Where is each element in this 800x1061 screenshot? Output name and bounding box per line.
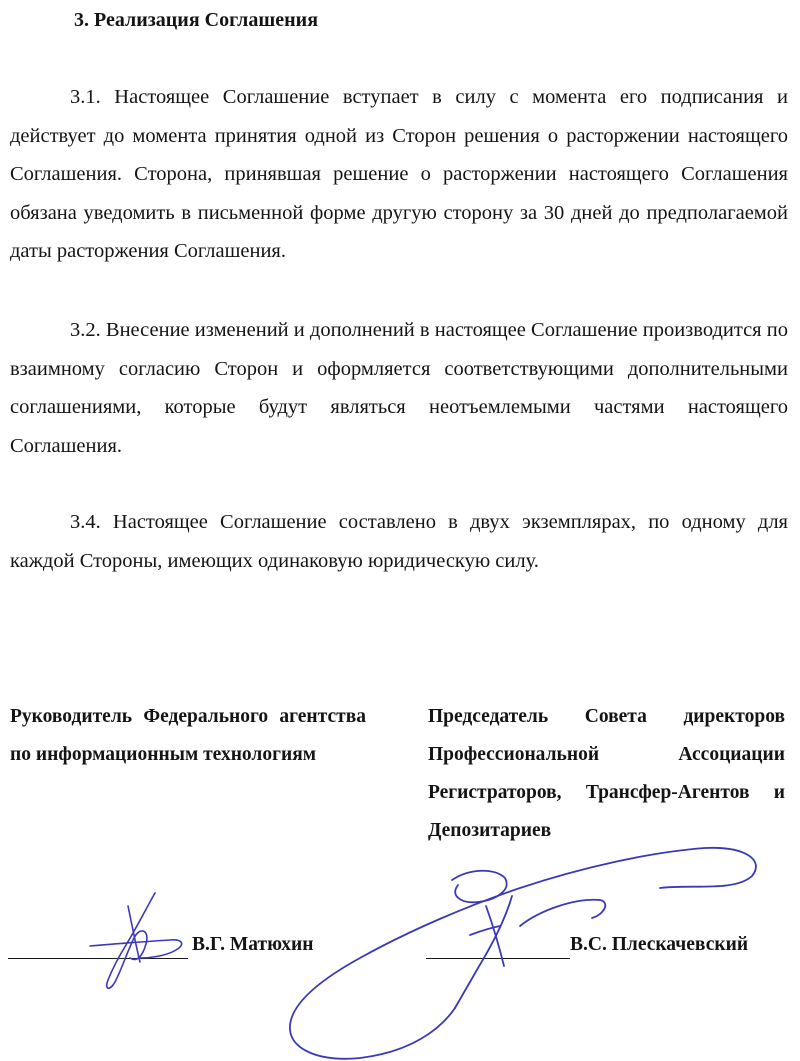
left-signatory-title: Руководитель Федерального агентства по информационным технологиям [10, 706, 366, 765]
right-signature-stroke [452, 871, 507, 903]
paragraph-3-1: 3.1. Настоящее Соглашение вступает в силу с момента его подписания и действует до момента принятия одной из Сторон решения о расторжении настоящего Соглашения. Сторона, принявшая решение о расторжении настоящего Соглашения обязана уведомить в письменной форме другую сторону за 30 дней до предполагаемой даты расторжения Соглашения. [10, 86, 788, 262]
left-signature-stroke [128, 906, 140, 962]
left-signature-line [8, 958, 188, 959]
right-signature-line [426, 958, 570, 959]
right-signature-stroke [520, 900, 605, 926]
paragraph-3-2: 3.2. Внесение изменений и дополнений в настоящее Соглашение производится по взаимному согласию Сторон и оформляется соответствующими дополнительными соглашениями, которые будут являться неотъемлемыми частями настоящего Соглашения. [10, 319, 788, 457]
right-signature-stroke [486, 906, 504, 966]
left-signature-stroke [90, 940, 182, 958]
left-signature-stroke [107, 893, 155, 988]
right-signature-stroke [455, 896, 512, 1008]
right-signature-stroke [470, 926, 500, 935]
left-signature [90, 893, 182, 988]
left-signatory-name: В.Г. Матюхин [192, 934, 314, 955]
section-heading: 3. Реализация Соглашения [74, 9, 319, 31]
paragraph-3-4: 3.4. Настоящее Соглашение составлено в двух экземплярах, по одному для каждой Стороны, имеющих одинаковую юридическую силу. [10, 511, 788, 572]
right-signatory-title: Председатель Совета директоров Профессиональной Ассоциации Регистраторов, Трансфер-Агентов и Депозитариев [428, 706, 785, 841]
right-signatory-name: В.С. Плескачевский [570, 934, 749, 955]
